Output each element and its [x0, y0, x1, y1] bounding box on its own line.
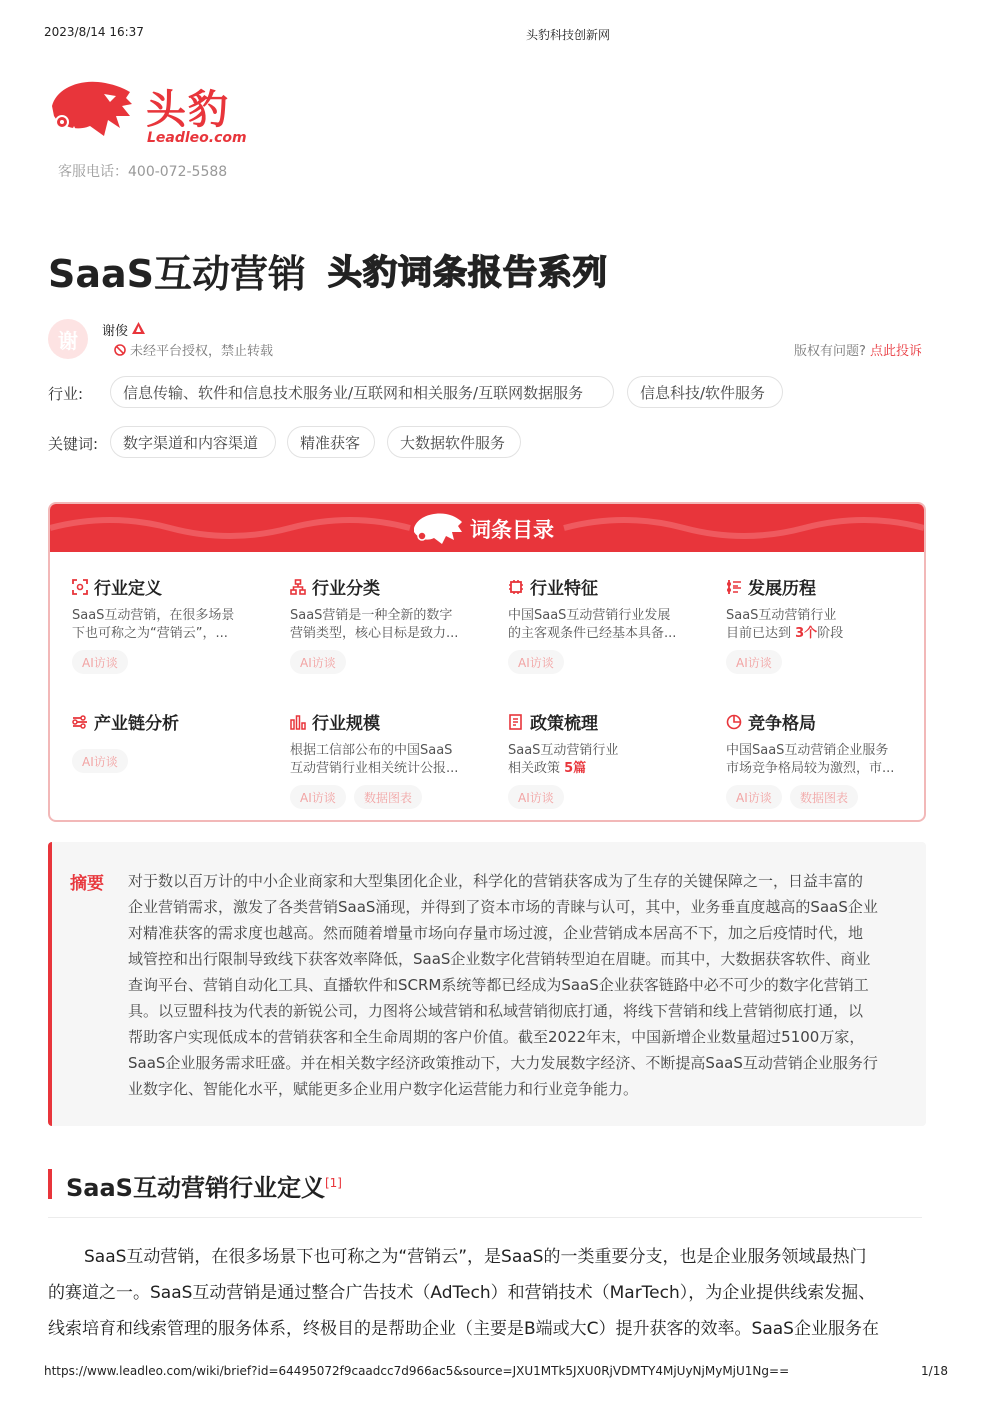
abstract-line: 对精准获客的需求度也越高。然而随着增量市场向存量市场过渡，企业营销成本居高不下，加之后疫情时代，地 — [128, 924, 864, 942]
industry-label: 行业: — [48, 385, 84, 403]
toc-item-title-row — [726, 709, 906, 734]
toc-item-title: 竞争格局 — [748, 714, 816, 734]
abstract-line: 企业营销需求，激发了各类营销SaaS涌现，并得到了资本市场的青睐与认可，其中，业务垂直度越高的SaaS企业 — [128, 898, 878, 916]
print-datetime: 2023/8/14 16:37 — [44, 25, 144, 39]
keywords-label: 关键词: — [48, 435, 99, 453]
toc-item-chain[interactable] — [72, 709, 179, 734]
toc-desc-line: SaaS互动营销，在很多场景 — [72, 608, 235, 623]
toc-item-desc — [508, 607, 688, 643]
section-title — [66, 1168, 342, 1203]
toc-item-title: 产业链分析 — [94, 714, 179, 734]
section-title-text: SaaS互动营销行业定义 — [66, 1174, 325, 1202]
classification-icon — [290, 579, 306, 595]
author-line — [102, 320, 145, 339]
copyright-notice-text: 未经平台授权，禁止转载 — [130, 344, 274, 359]
abstract-panel — [48, 842, 926, 1126]
toc-desc-line: 中国SaaS互动营销行业发展 — [508, 608, 671, 623]
ai-interview-chip[interactable]: AI访谈 — [726, 650, 782, 674]
toc-desc-line: 营销类型，核心目标是致力... — [290, 626, 459, 641]
toc-item-title: 行业分类 — [312, 579, 380, 599]
page-title: SaaS互动营销 — [48, 252, 307, 296]
toc-item-desc — [508, 742, 688, 778]
page-number: 1/18 — [921, 1364, 948, 1378]
definition-icon — [72, 579, 88, 595]
industry-tag[interactable]: 信息科技/软件服务 — [627, 376, 783, 408]
toc-item-definition[interactable] — [72, 574, 252, 643]
complaint-link[interactable]: 点此投诉 — [869, 344, 922, 359]
page-subtitle: 头豹词条报告系列 — [328, 253, 608, 293]
toc-desc-text: 相关政策 — [508, 761, 565, 776]
abstract-line: SaaS企业服务需求旺盛。并在相关数字经济政策推动下，大力发展数字经济、不断提高SaaS互动营销企业服务行 — [128, 1054, 878, 1072]
policy-icon — [508, 714, 524, 730]
data-chart-chip[interactable]: 数据图表 — [354, 785, 422, 809]
toc-item-title: 政策梳理 — [530, 714, 598, 734]
toc-item-title-row — [726, 574, 906, 599]
chain-icon — [72, 714, 88, 730]
body-line: 的赛道之一。SaaS互动营销是通过整合广告技术（AdTech）和营销技术（MarTech），为企业提供线索发掘、 — [48, 1283, 876, 1303]
toc-item-title-row — [72, 709, 179, 734]
toc-item-policy[interactable] — [508, 709, 688, 778]
ai-interview-chip[interactable]: AI访谈 — [72, 749, 128, 773]
toc-item-classification[interactable] — [290, 574, 470, 643]
print-site-title: 头豹科技创新网 — [525, 28, 610, 42]
toc-desc-text: 目前已达到 — [726, 626, 796, 641]
copyright-notice — [114, 340, 273, 359]
avatar: 谢 — [48, 319, 88, 359]
author-name[interactable]: 谢俊 — [102, 324, 129, 339]
toc-item-title-row — [290, 574, 470, 599]
toc-panel — [48, 502, 926, 822]
stage-count: 3个 — [795, 626, 818, 641]
logo-domain: Leadleo.com — [147, 130, 247, 146]
abstract-line: 域管控和出行限制导致线下获客效率降低，SaaS企业数字化营销转型迫在眉睫。而其中，大数据获客软件、商业 — [128, 950, 871, 968]
abstract-line: 对于数以百万计的中小企业商家和大型集团化企业，科学化的营销获客成为了生存的关键保障之一，日益丰富的 — [128, 872, 864, 890]
toc-item-feature[interactable] — [508, 574, 688, 643]
ai-interview-chip[interactable]: AI访谈 — [508, 785, 564, 809]
forbidden-icon — [114, 344, 126, 356]
toc-item-title-row — [508, 574, 688, 599]
section-divider — [48, 1217, 922, 1218]
policy-count: 5篇 — [564, 761, 587, 776]
toc-desc-line: 下也可称之为“营销云”，... — [72, 626, 228, 641]
toc-desc-line — [508, 760, 688, 778]
toc-item-title-row — [290, 709, 470, 734]
abstract-label: 摘要 — [70, 874, 104, 894]
toc-heading: 词条目录 — [470, 518, 554, 542]
abstract-line: 查询平台、营销自动化工具、直播软件和SCRM系统等都已经成为SaaS企业获客链路中必不可少的数字化营销工 — [128, 976, 869, 994]
leopard-logo-icon — [46, 76, 138, 140]
scale-icon — [290, 714, 306, 730]
toc-header — [50, 504, 924, 552]
competition-icon — [726, 714, 742, 730]
toc-item-desc — [290, 607, 470, 643]
rights-line — [794, 340, 922, 359]
toc-item-desc — [726, 742, 906, 778]
keyword-tag[interactable]: 精准获客 — [287, 426, 375, 458]
toc-desc-line: SaaS互动营销行业 — [508, 743, 619, 758]
body-line: SaaS互动营销，在很多场景下也可称之为“营销云”，是SaaS的一类重要分支，也是企业服务领域最热门 — [84, 1247, 867, 1267]
ai-interview-chip[interactable]: AI访谈 — [726, 785, 782, 809]
toc-item-history[interactable] — [726, 574, 906, 643]
toc-item-title: 行业特征 — [530, 579, 598, 599]
history-icon — [726, 579, 742, 595]
abstract-line: 业数字化、智能化水平，赋能更多企业用户数字化运营能力和行业竞争能力。 — [128, 1080, 639, 1098]
toc-item-desc — [290, 742, 470, 778]
ai-interview-chip[interactable]: AI访谈 — [290, 785, 346, 809]
ai-interview-chip[interactable]: AI访谈 — [508, 650, 564, 674]
industry-tag[interactable]: 信息传输、软件和信息技术服务业/互联网和相关服务/互联网数据服务 — [110, 376, 614, 408]
reference-link[interactable]: [1] — [324, 1176, 342, 1190]
toc-item-title-row — [508, 709, 688, 734]
toc-desc-line: 根据工信部公布的中国SaaS — [290, 743, 453, 758]
section-body — [48, 1239, 879, 1347]
toc-item-competition[interactable] — [726, 709, 906, 778]
toc-item-title: 行业规模 — [312, 714, 380, 734]
toc-item-title-row — [72, 574, 252, 599]
toc-item-title: 发展历程 — [748, 579, 816, 599]
author-badge-icon — [132, 322, 145, 338]
keyword-tag[interactable]: 数字渠道和内容渠道 — [110, 426, 276, 458]
feature-icon — [508, 579, 524, 595]
data-chart-chip[interactable]: 数据图表 — [790, 785, 858, 809]
toc-desc-line: SaaS营销是一种全新的数字 — [290, 608, 453, 623]
keyword-tag[interactable]: 大数据软件服务 — [387, 426, 521, 458]
section-marker — [48, 1169, 52, 1199]
toc-item-title: 行业定义 — [94, 579, 162, 599]
service-phone: 客服电话：400-072-5588 — [58, 164, 228, 180]
abstract-line: 帮助客户实现低成本的营销获客和全生命周期的客户价值。截至2022年末，中国新增企业数量超过5100万家， — [128, 1028, 865, 1046]
ai-interview-chip[interactable]: AI访谈 — [72, 650, 128, 674]
abstract-text — [128, 868, 878, 1102]
toc-item-desc — [726, 607, 906, 643]
toc-desc-text: 阶段 — [817, 626, 844, 641]
toc-item-desc — [72, 607, 252, 643]
toc-desc-line: 的主客观条件已经基本具备... — [508, 626, 677, 641]
footer-url: https://www.leadleo.com/wiki/brief?id=64495072f9caadcc7d966ac5&source=JXU1MTk5JXU0RjVDMTY4MjUyNjMyMjU1Ng== — [44, 1364, 790, 1378]
toc-desc-line: 中国SaaS互动营销企业服务 — [726, 743, 889, 758]
rights-question: 版权有问题? — [793, 344, 866, 359]
body-line: 线索培育和线索管理的服务体系，终极目的是帮助企业（主要是B端或大C）提升获客的效率。SaaS企业服务在 — [48, 1319, 879, 1339]
toc-desc-line: 市场竞争格局较为激烈，市... — [726, 761, 895, 776]
toc-desc-line: 互动营销行业相关统计公报... — [290, 761, 459, 776]
leopard-toc-icon — [412, 510, 464, 546]
toc-desc-line: SaaS互动营销行业 — [726, 608, 837, 623]
abstract-line: 具。以豆盟科技为代表的新锐公司，力图将公域营销和私域营销彻底打通，将线下营销和线上营销彻底打通，以 — [128, 1002, 864, 1020]
toc-desc-line — [726, 625, 906, 643]
logo-name: 头豹 — [146, 87, 230, 133]
ai-interview-chip[interactable]: AI访谈 — [290, 650, 346, 674]
toc-item-scale[interactable] — [290, 709, 470, 778]
